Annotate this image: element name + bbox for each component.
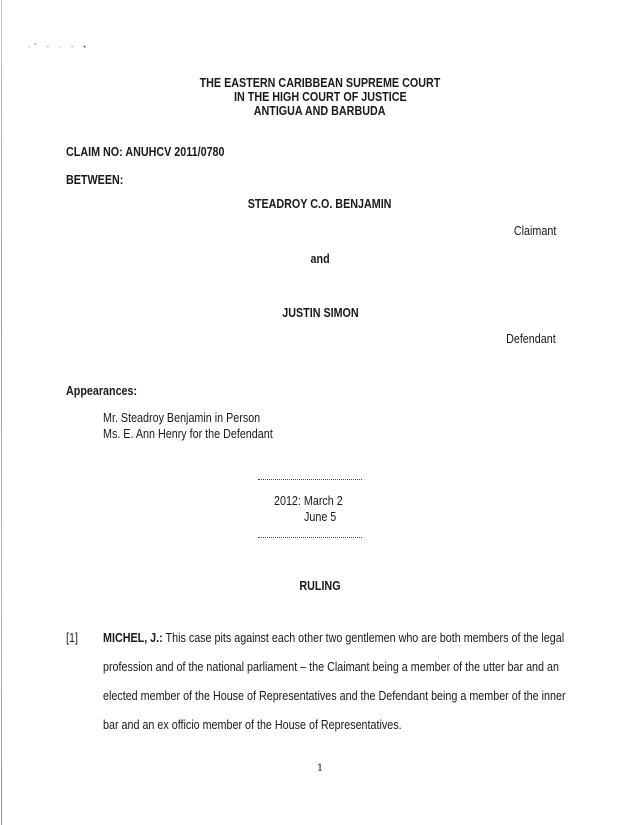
page-number: 1	[316, 763, 324, 774]
claimant-name: STEADROY C.O. BENJAMIN	[248, 197, 392, 211]
paragraph-line-2: profession and of the national parliament – the Claimant being a member of the utter bar and an	[103, 660, 559, 674]
claimant-role: Claimant	[513, 224, 556, 238]
paragraph-number: [1]	[66, 631, 78, 645]
claimant-name-block	[0, 197, 640, 211]
paragraph-line-3: elected member of the House of Representatives and the Defendant being a member of the inner	[103, 689, 566, 703]
paragraph-line-1	[103, 631, 567, 645]
appearances-heading: Appearances:	[66, 384, 138, 398]
ruling-heading	[0, 579, 640, 593]
dotted-separator-top	[258, 479, 362, 481]
scan-edge-line	[1, 0, 2, 825]
court-division: IN THE HIGH COURT OF JUSTICE	[233, 90, 407, 104]
and-block	[0, 252, 640, 266]
paragraph-text: This case pits against each other two gentlemen who are both members of the legal	[162, 631, 565, 645]
dotted-separator-bottom	[258, 537, 362, 539]
court-jurisdiction: ANTIGUA AND BARBUDA	[254, 104, 386, 118]
hearing-date-1: 2012: March 2	[274, 494, 343, 508]
paragraph-line-4: bar and an ex officio member of the House of Representatives.	[103, 718, 402, 732]
and-label: and	[310, 252, 330, 266]
defendant-name-block	[0, 306, 640, 320]
appearance-item: Mr. Steadroy Benjamin in Person	[103, 411, 261, 425]
appearance-item: Ms. E. Ann Henry for the Defendant	[103, 427, 273, 441]
between-label: BETWEEN:	[66, 173, 124, 187]
defendant-role: Defendant	[506, 332, 556, 346]
claim-number: CLAIM NO: ANUHCV 2011/0780	[66, 145, 225, 159]
hearing-date-2: June 5	[304, 510, 337, 524]
scan-artifact-marks: ·˚ ‐ · ‐ •	[28, 44, 90, 51]
judge-name: MICHEL, J.:	[103, 631, 163, 645]
ruling-title: RULING	[299, 579, 341, 593]
court-heading	[0, 76, 640, 118]
defendant-name: JUSTIN SIMON	[281, 306, 359, 320]
court-name: THE EASTERN CARIBBEAN SUPREME COURT	[199, 76, 441, 90]
